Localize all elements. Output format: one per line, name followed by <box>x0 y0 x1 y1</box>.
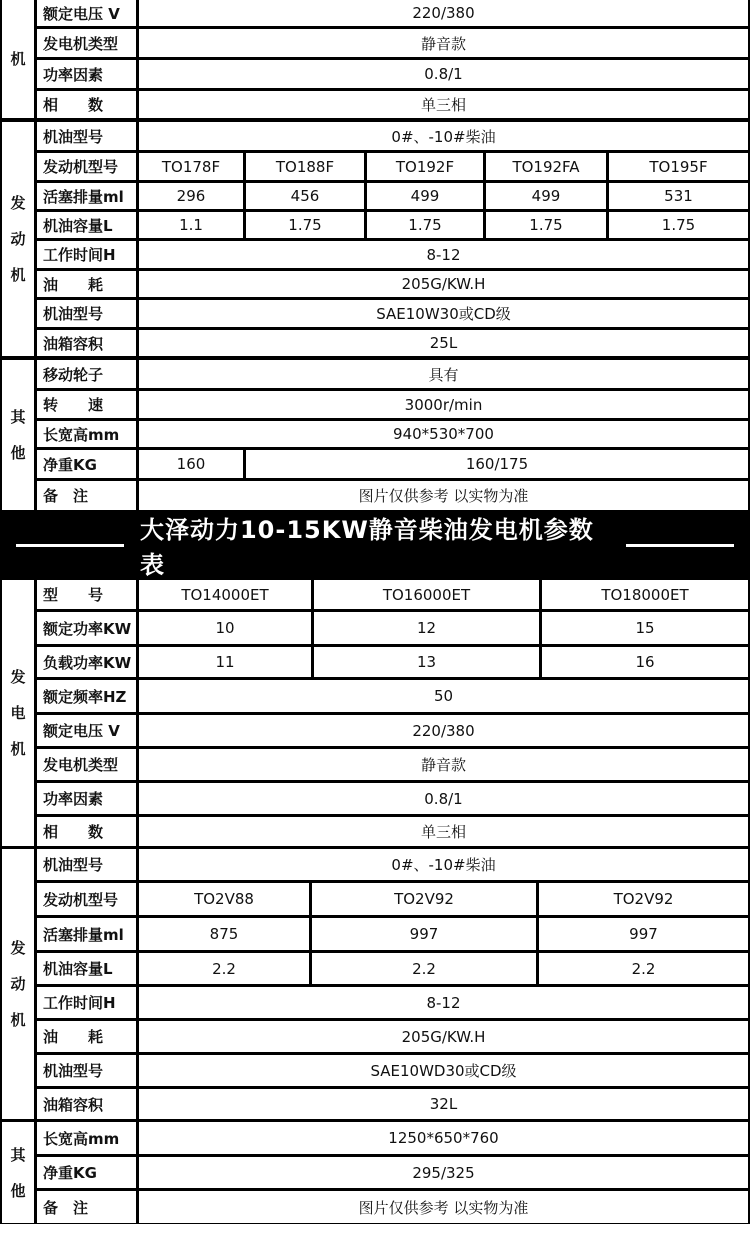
row-label-wheels: 移动轮子 <box>37 360 136 388</box>
row-label-power-factor: 功率因素 <box>37 783 136 814</box>
section-banner <box>0 512 750 578</box>
row-value-work-time: 8-12 <box>139 241 748 268</box>
row-label-oil-capacity: 机油容量L <box>37 953 136 984</box>
row-value-dimensions: 940*530*700 <box>139 421 748 447</box>
row-value-voltage: 220/380 <box>139 0 748 26</box>
row-value-fuel-consumption: 205G/KW.H <box>139 1021 748 1052</box>
category-char: 他 <box>10 1181 26 1200</box>
category-char: 发 <box>10 939 26 957</box>
load-power-cell: 16 <box>542 647 748 677</box>
displacement-cell: 499 <box>367 183 483 209</box>
oil-capacity-cell: 2.2 <box>139 953 309 984</box>
category-char: 他 <box>10 444 26 462</box>
row-value-fuel-type: 0#、-10#柴油 <box>139 122 748 150</box>
rated-power-cell: 15 <box>542 612 748 644</box>
row-value-fuel-consumption: 205G/KW.H <box>139 271 748 297</box>
oil-capacity-cell: 1.75 <box>486 212 606 238</box>
engine-model-cell: TO192FA <box>486 153 606 180</box>
weight-cell: 160/175 <box>246 450 748 478</box>
oil-capacity-cell: 1.1 <box>139 212 243 238</box>
row-value-frequency: 50 <box>139 680 748 712</box>
row-label-power-factor: 功率因素 <box>37 60 136 88</box>
row-value-power-factor: 0.8/1 <box>139 783 748 814</box>
displacement-cell: 997 <box>312 918 536 950</box>
row-label-oil-capacity: 机油容量L <box>37 212 136 238</box>
row-label-note: 备 注 <box>37 1191 136 1223</box>
category-generator-tail <box>2 0 34 118</box>
oil-capacity-cell: 2.2 <box>312 953 536 984</box>
displacement-cell: 875 <box>139 918 309 950</box>
row-value-tank: 32L <box>139 1089 748 1119</box>
row-label-displacement: 活塞排量ml <box>37 183 136 209</box>
category-engine <box>2 122 34 356</box>
row-value-tank: 25L <box>139 330 748 356</box>
row-label-load-power: 负载功率KW <box>37 647 136 677</box>
row-label-rated-power: 额定功率KW <box>37 612 136 644</box>
row-value-power-factor: 0.8/1 <box>139 60 748 88</box>
row-label-weight: 净重KG <box>37 450 136 478</box>
row-value-oil-model: SAE10WD30或CD级 <box>139 1055 748 1086</box>
row-label-engine-model: 发动机型号 <box>37 883 136 915</box>
row-label-oil-model: 机油型号 <box>37 1055 136 1086</box>
model-cell: TO16000ET <box>314 580 539 609</box>
model-cell: TO18000ET <box>542 580 748 609</box>
row-label-phase: 相 数 <box>37 817 136 846</box>
category-generator <box>2 580 34 846</box>
row-label-model: 型 号 <box>37 580 136 609</box>
displacement-cell: 456 <box>246 183 364 209</box>
category-char: 电 <box>10 704 26 722</box>
category-char: 动 <box>10 975 26 993</box>
category-char: 发 <box>10 668 26 686</box>
load-power-cell: 11 <box>139 647 311 677</box>
engine-model-cell: TO178F <box>139 153 243 180</box>
row-label-engine-model: 发动机型号 <box>37 153 136 180</box>
bottom-margin <box>0 1224 750 1233</box>
row-label-dimensions: 长宽高mm <box>37 421 136 447</box>
category-char: 动 <box>10 230 26 248</box>
banner-title: 大泽动力10-15KW静音柴油发电机参数表 <box>139 516 594 579</box>
row-value-weight: 295/325 <box>139 1157 748 1188</box>
category-other <box>2 1122 34 1223</box>
category-char: 机 <box>10 50 26 68</box>
row-label-gen-type: 发电机类型 <box>37 749 136 780</box>
banner-rule-right <box>626 544 734 547</box>
row-value-note: 图片仅供参考 以实物为准 <box>139 481 748 510</box>
row-label-voltage: 额定电压 V <box>37 715 136 746</box>
category-char: 其 <box>10 1145 26 1164</box>
model-cell: TO14000ET <box>139 580 311 609</box>
row-label-tank: 油箱容积 <box>37 1089 136 1119</box>
category-char: 发 <box>10 194 26 212</box>
row-value-gen-type: 静音款 <box>139 749 748 780</box>
category-char: 机 <box>10 1011 26 1029</box>
category-char: 机 <box>10 266 26 284</box>
row-label-dimensions: 长宽高mm <box>37 1122 136 1154</box>
row-value-work-time: 8-12 <box>139 987 748 1018</box>
weight-cell: 160 <box>139 450 243 478</box>
category-engine <box>2 849 34 1119</box>
row-label-tank: 油箱容积 <box>37 330 136 356</box>
row-label-fuel-type: 机油型号 <box>37 122 136 150</box>
category-other <box>2 360 34 510</box>
row-value-note: 图片仅供参考 以实物为准 <box>139 1191 748 1223</box>
row-value-dimensions: 1250*650*760 <box>139 1122 748 1154</box>
oil-capacity-cell: 1.75 <box>609 212 748 238</box>
row-label-fuel-type: 机油型号 <box>37 849 136 880</box>
row-label-work-time: 工作时间H <box>37 241 136 268</box>
category-char: 其 <box>10 408 26 426</box>
row-value-oil-model: SAE10W30或CD级 <box>139 300 748 327</box>
oil-capacity-cell: 1.75 <box>246 212 364 238</box>
displacement-cell: 296 <box>139 183 243 209</box>
engine-model-cell: TO2V88 <box>139 883 309 915</box>
row-value-phase: 单三相 <box>139 817 748 846</box>
row-label-displacement: 活塞排量ml <box>37 918 136 950</box>
row-label-oil-model: 机油型号 <box>37 300 136 327</box>
displacement-cell: 997 <box>539 918 748 950</box>
row-label-fuel-consumption: 油 耗 <box>37 271 136 297</box>
row-label-phase: 相 数 <box>37 91 136 118</box>
banner-rule-left <box>16 544 124 547</box>
row-value-fuel-type: 0#、-10#柴油 <box>139 849 748 880</box>
row-value-phase: 单三相 <box>139 91 748 118</box>
category-char: 机 <box>10 740 26 758</box>
row-label-speed: 转 速 <box>37 391 136 418</box>
load-power-cell: 13 <box>314 647 539 677</box>
displacement-cell: 499 <box>486 183 606 209</box>
engine-model-cell: TO192F <box>367 153 483 180</box>
oil-capacity-cell: 1.75 <box>367 212 483 238</box>
engine-model-cell: TO2V92 <box>312 883 536 915</box>
engine-model-cell: TO188F <box>246 153 364 180</box>
rated-power-cell: 12 <box>314 612 539 644</box>
row-value-voltage: 220/380 <box>139 715 748 746</box>
oil-capacity-cell: 2.2 <box>539 953 748 984</box>
row-label-work-time: 工作时间H <box>37 987 136 1018</box>
engine-model-cell: TO195F <box>609 153 748 180</box>
row-value-gen-type: 静音款 <box>139 29 748 57</box>
row-label-fuel-consumption: 油 耗 <box>37 1021 136 1052</box>
row-value-wheels: 具有 <box>139 360 748 388</box>
row-label-gen-type: 发电机类型 <box>37 29 136 57</box>
row-label-weight: 净重KG <box>37 1157 136 1188</box>
rated-power-cell: 10 <box>139 612 311 644</box>
row-value-speed: 3000r/min <box>139 391 748 418</box>
row-label-frequency: 额定频率HZ <box>37 680 136 712</box>
engine-model-cell: TO2V92 <box>539 883 748 915</box>
row-label-note: 备 注 <box>37 481 136 510</box>
displacement-cell: 531 <box>609 183 748 209</box>
row-label-voltage: 额定电压 V <box>37 0 136 26</box>
